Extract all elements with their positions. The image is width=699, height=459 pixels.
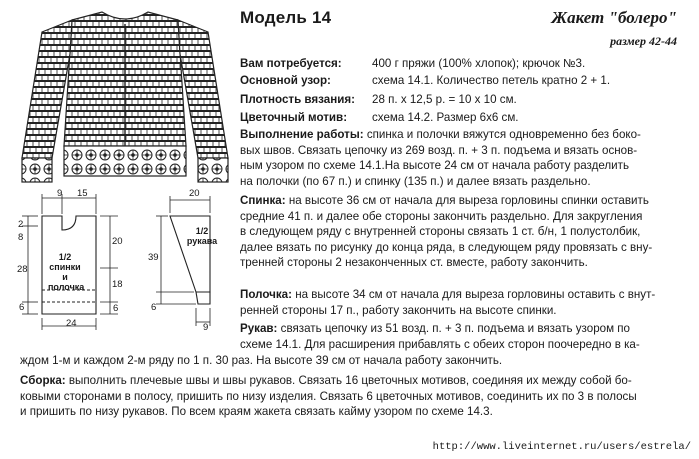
work-label: Выполнение работы: bbox=[240, 128, 364, 141]
sleeve-line: схеме 14.1. Для расширения прибавлять с обеих сторон поочередно в ка- bbox=[240, 337, 640, 351]
body-dim-right-mid: 18 bbox=[112, 279, 123, 290]
sleeve-line: связать цепочку из 51 возд. п. + 3 п. подъема и вязать узором по bbox=[277, 322, 631, 335]
back-instructions bbox=[240, 193, 652, 271]
sleeve-line-wide: ждом 1-м и каждом 2-м ряду по 1 п. 30 раз. На высоте 39 см от начала работу закончить. bbox=[20, 354, 503, 367]
sleeve-piece-label: 1/2 рукава bbox=[186, 226, 218, 246]
spec-label: Основной узор: bbox=[240, 74, 331, 87]
jacket-illustration bbox=[14, 8, 236, 186]
body-dim-left-mid: 8 bbox=[18, 232, 24, 243]
work-line: спинка и полочки вяжутся одновременно без боко- bbox=[363, 128, 641, 141]
body-dim-right-bottom: 6 bbox=[113, 303, 119, 314]
sleeve-dim-bottom: 9 bbox=[203, 322, 209, 333]
body-dim-left-bottom: 6 bbox=[19, 302, 25, 313]
back-line: тренней стороны 2 незаконченных ст. вместе, работу закончить. bbox=[240, 256, 588, 270]
spec-value: 28 п. х 12,5 р. = 10 х 10 см. bbox=[372, 93, 517, 106]
spec-value: схема 14.2. Размер 6х6 см. bbox=[372, 111, 519, 124]
spec-row bbox=[240, 92, 355, 107]
spec-label: Плотность вязания: bbox=[240, 93, 355, 106]
spec-row bbox=[240, 73, 331, 88]
spec-value: схема 14.1. Количество петель кратно 2 + 1. bbox=[372, 74, 611, 87]
body-dim-top-left: 9 bbox=[57, 188, 63, 199]
sleeve-dim-left: 39 bbox=[148, 252, 159, 263]
work-line: на полочки (по 67 п.) и спинку (135 п.) и далее вязать раздельно. bbox=[240, 174, 591, 188]
body-dim-left-top: 2 bbox=[18, 219, 24, 230]
body-dim-left-main: 28 bbox=[17, 264, 28, 275]
assembly-line: ковыми сторонами в полосу, пришить по низу изделия. Связать 6 цветочных мотивов, соединить их по 3 в полосы bbox=[20, 389, 637, 403]
size-label: размер 42-44 bbox=[610, 34, 677, 48]
spec-row bbox=[240, 110, 347, 125]
back-line: в следующем ряду с внутренней стороны связать 1 ст. б/н, 1 полустолбик, bbox=[240, 225, 641, 239]
work-instructions bbox=[240, 127, 641, 189]
front-instructions bbox=[240, 287, 655, 318]
work-line: ным узором по схеме 14.1.На высоте 24 см от начала работу разделить bbox=[240, 159, 630, 173]
spec-label: Цветочный мотив: bbox=[240, 111, 348, 124]
body-dim-top-right: 15 bbox=[77, 188, 88, 199]
sleeve-schematic bbox=[148, 186, 228, 336]
assembly-instructions bbox=[20, 373, 637, 420]
assembly-line: и пришить по низу рукавов. По всем краям жакета связать кайму узором по схеме 14.3. bbox=[20, 405, 493, 419]
front-line: на высоте 34 см от начала для выреза горловины оставить с внут- bbox=[291, 288, 656, 301]
sleeve-dim-top: 20 bbox=[189, 188, 200, 199]
assembly-line: выполнить плечевые швы и швы рукавов. Связать 16 цветочных мотивов, соединяя их между собой бо- bbox=[65, 374, 632, 387]
model-title: Модель 14 bbox=[240, 8, 332, 27]
spec-label: Вам потребуется: bbox=[240, 57, 342, 70]
sleeve-dim-left-bottom: 6 bbox=[151, 302, 157, 313]
back-line: на высоте 36 см от начала для выреза горловины спинки оставить bbox=[285, 194, 649, 207]
body-dim-right-top: 20 bbox=[112, 236, 123, 247]
back-line: средние 41 п. и далее обе стороны закончить раздельно. Для закругления bbox=[240, 209, 643, 223]
spec-row bbox=[240, 56, 342, 71]
body-piece-label: 1/2 спинки и полочка bbox=[48, 252, 85, 292]
assembly-label: Сборка: bbox=[20, 374, 66, 387]
back-line: далее вязать по рисунку до конца ряда, в следующем ряду провязать с вну- bbox=[240, 240, 653, 254]
sleeve-instructions bbox=[240, 321, 640, 352]
body-dim-bottom: 24 bbox=[66, 318, 77, 329]
spec-value: 400 г пряжи (100% хлопок); крючок №3. bbox=[372, 57, 586, 70]
work-line: вых швов. Связать цепочку из 269 возд. п. + 3 п. подъема и вязать основ- bbox=[240, 143, 638, 157]
front-label: Полочка: bbox=[240, 288, 292, 301]
sleeve-label: Рукав: bbox=[240, 322, 278, 335]
source-url: http://www.liveinternet.ru/users/estrela/ bbox=[432, 441, 691, 453]
garment-title: Жакет "болеро" bbox=[551, 8, 677, 27]
front-line: ренней стороны 17 п., работу закончить на высоте спинки. bbox=[240, 303, 557, 317]
back-label: Спинка: bbox=[240, 194, 286, 207]
